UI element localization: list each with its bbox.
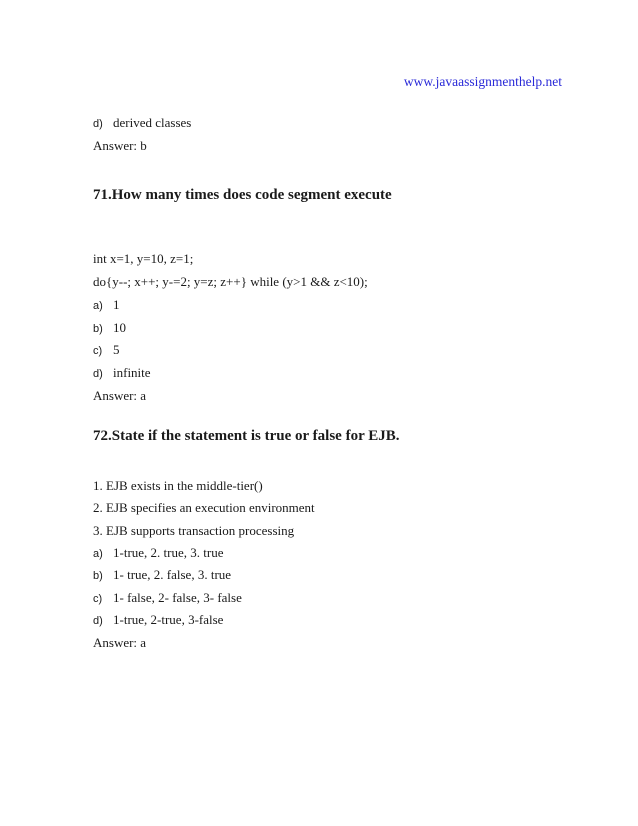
- option-text: 10: [113, 320, 126, 335]
- q71-code-line-1: int x=1, y=10, z=1;: [93, 251, 194, 266]
- option-text: 5: [113, 342, 120, 357]
- q72-option-b: [93, 567, 231, 583]
- option-letter: d): [93, 118, 103, 130]
- q70-option-d: [93, 115, 191, 131]
- q72-answer: Answer: a: [93, 635, 147, 650]
- option-text: derived classes: [113, 115, 192, 130]
- q72-option-c: [93, 590, 242, 606]
- option-letter: d): [93, 368, 103, 380]
- option-letter: b): [93, 323, 103, 335]
- q71-title: 71.How many times does code segment execute: [93, 187, 392, 203]
- option-letter: d): [93, 615, 103, 627]
- option-text: 1- true, 2. false, 3. true: [113, 567, 232, 582]
- option-text: infinite: [113, 365, 151, 380]
- q71-option-c: [93, 342, 120, 358]
- q72-option-a: [93, 545, 223, 561]
- q72-option-d: [93, 612, 223, 628]
- q71-option-a: [93, 297, 120, 313]
- option-letter: a): [93, 548, 103, 560]
- q72-title: 72.State if the statement is true or false for EJB.: [93, 428, 400, 444]
- option-letter: a): [93, 300, 103, 312]
- q71-option-b: [93, 320, 126, 336]
- option-letter: c): [93, 345, 103, 357]
- q72-statement-1: 1. EJB exists in the middle-tier(): [93, 478, 263, 493]
- q70-answer: Answer: b: [93, 138, 147, 153]
- q71-answer: Answer: a: [93, 388, 147, 403]
- header-url-link[interactable]: www.javaassignmenthelp.net: [403, 74, 562, 89]
- option-text: 1-true, 2-true, 3-false: [113, 612, 224, 627]
- q71-option-d: [93, 365, 151, 381]
- option-letter: c): [93, 593, 103, 605]
- q72-statement-2: 2. EJB specifies an execution environment: [93, 500, 315, 515]
- q72-statement-3: 3. EJB supports transaction processing: [93, 523, 295, 538]
- option-text: 1- false, 2- false, 3- false: [113, 590, 242, 605]
- option-text: 1-true, 2. true, 3. true: [113, 545, 224, 560]
- option-text: 1: [113, 297, 120, 312]
- q71-code-line-2: do{y--; x++; y-=2; y=z; z++} while (y>1 && z<10);: [93, 274, 368, 289]
- option-letter: b): [93, 570, 103, 582]
